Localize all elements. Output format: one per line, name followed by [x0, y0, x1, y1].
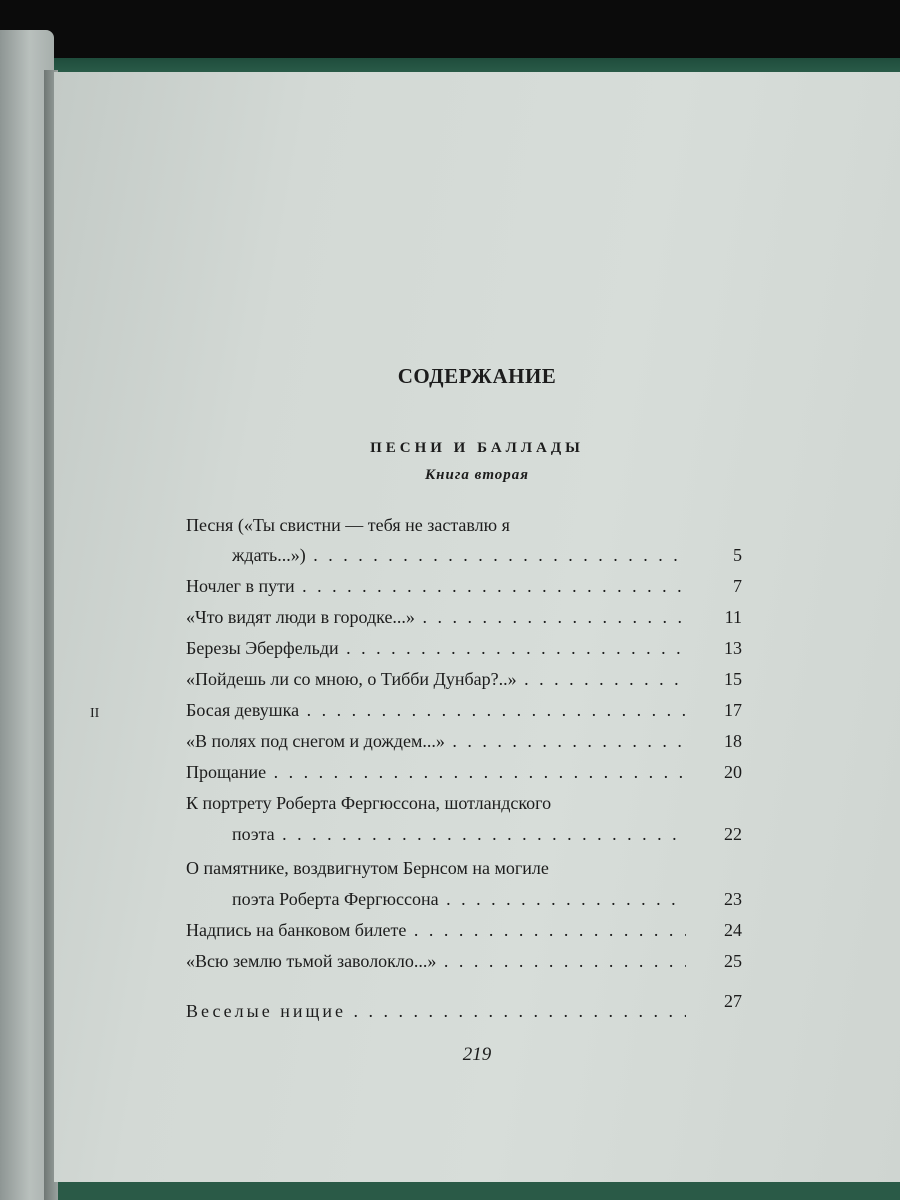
- toc-entry-page: 7: [733, 576, 742, 596]
- toc-entry-title: К портрету Роберта Фергюссона, шотландского: [186, 793, 552, 813]
- toc-entry-text: «Всю землю тьмой заволокло...»: [186, 951, 437, 971]
- toc-entry-text: Ночлег в пути: [186, 576, 295, 596]
- toc-entry-page: 11: [724, 607, 742, 627]
- toc-entry-page: 18: [724, 731, 742, 751]
- toc-entry-text: поэта: [232, 824, 275, 844]
- toc-entry-title-cont: [232, 542, 686, 568]
- toc-entry-text: «В полях под снегом и дождем...»: [186, 731, 445, 751]
- toc-entry-title: [186, 998, 686, 1024]
- toc-entry-page: 20: [724, 762, 742, 782]
- toc-entry-page: 22: [724, 824, 742, 844]
- toc-entry-title: [186, 697, 686, 723]
- toc-entry-title: [186, 948, 686, 974]
- toc-entry-text: «Что видят люди в городке...»: [186, 607, 415, 627]
- toc-entry-page: 15: [724, 669, 742, 689]
- toc-entry-title: [186, 635, 686, 661]
- toc-entry-title: [186, 917, 686, 943]
- toc-entry-title-cont: [232, 821, 686, 847]
- toc-entry-text: «Пойдешь ли со мною, о Тибби Дунбар?..»: [186, 669, 517, 689]
- toc-entry-page: 17: [724, 700, 742, 720]
- toc-entry-text: Прощание: [186, 762, 267, 782]
- toc-entry-text: Березы Эберфельди: [186, 638, 339, 658]
- margin-mark: II: [90, 706, 100, 721]
- toc-entry-title: [186, 573, 686, 599]
- toc-entry-page: 13: [724, 638, 742, 658]
- page-number: 219: [462, 1044, 492, 1065]
- toc-entry-title: О памятнике, воздвигнутом Бернсом на могиле: [186, 858, 549, 878]
- toc-entry-text: Босая девушка: [186, 700, 300, 720]
- toc-entry-text: поэта Роберта Фергюссона: [232, 889, 439, 909]
- toc-entry-page: 24: [724, 920, 742, 940]
- toc-entry-page: 27: [724, 991, 742, 1011]
- toc-entry-page: 5: [733, 545, 742, 565]
- toc-entry-text: Надпись на банковом билете: [186, 920, 407, 940]
- toc-entry-title-cont: [232, 886, 686, 912]
- toc-entry-title: [186, 728, 686, 754]
- subsection-heading: Книга вторая: [424, 467, 530, 483]
- page-title: СОДЕРЖАНИЕ: [397, 364, 557, 388]
- book-cover-edge-bottom: [30, 1180, 900, 1200]
- toc-entry-title: [186, 666, 686, 692]
- toc-entry-title: Песня («Ты свистни — тебя не заставлю я: [186, 515, 510, 535]
- toc-entry-page: 25: [724, 951, 742, 971]
- toc-entry-title: [186, 604, 686, 630]
- toc-entry-page: 23: [724, 889, 742, 909]
- toc-entry-title: [186, 759, 686, 785]
- toc-entry-text: ждать...»): [232, 545, 306, 565]
- book-page: [54, 72, 900, 1182]
- section-heading: ПЕСНИ И БАЛЛАДЫ: [370, 440, 584, 456]
- toc-entry-text: Веселые нищие: [186, 1001, 346, 1021]
